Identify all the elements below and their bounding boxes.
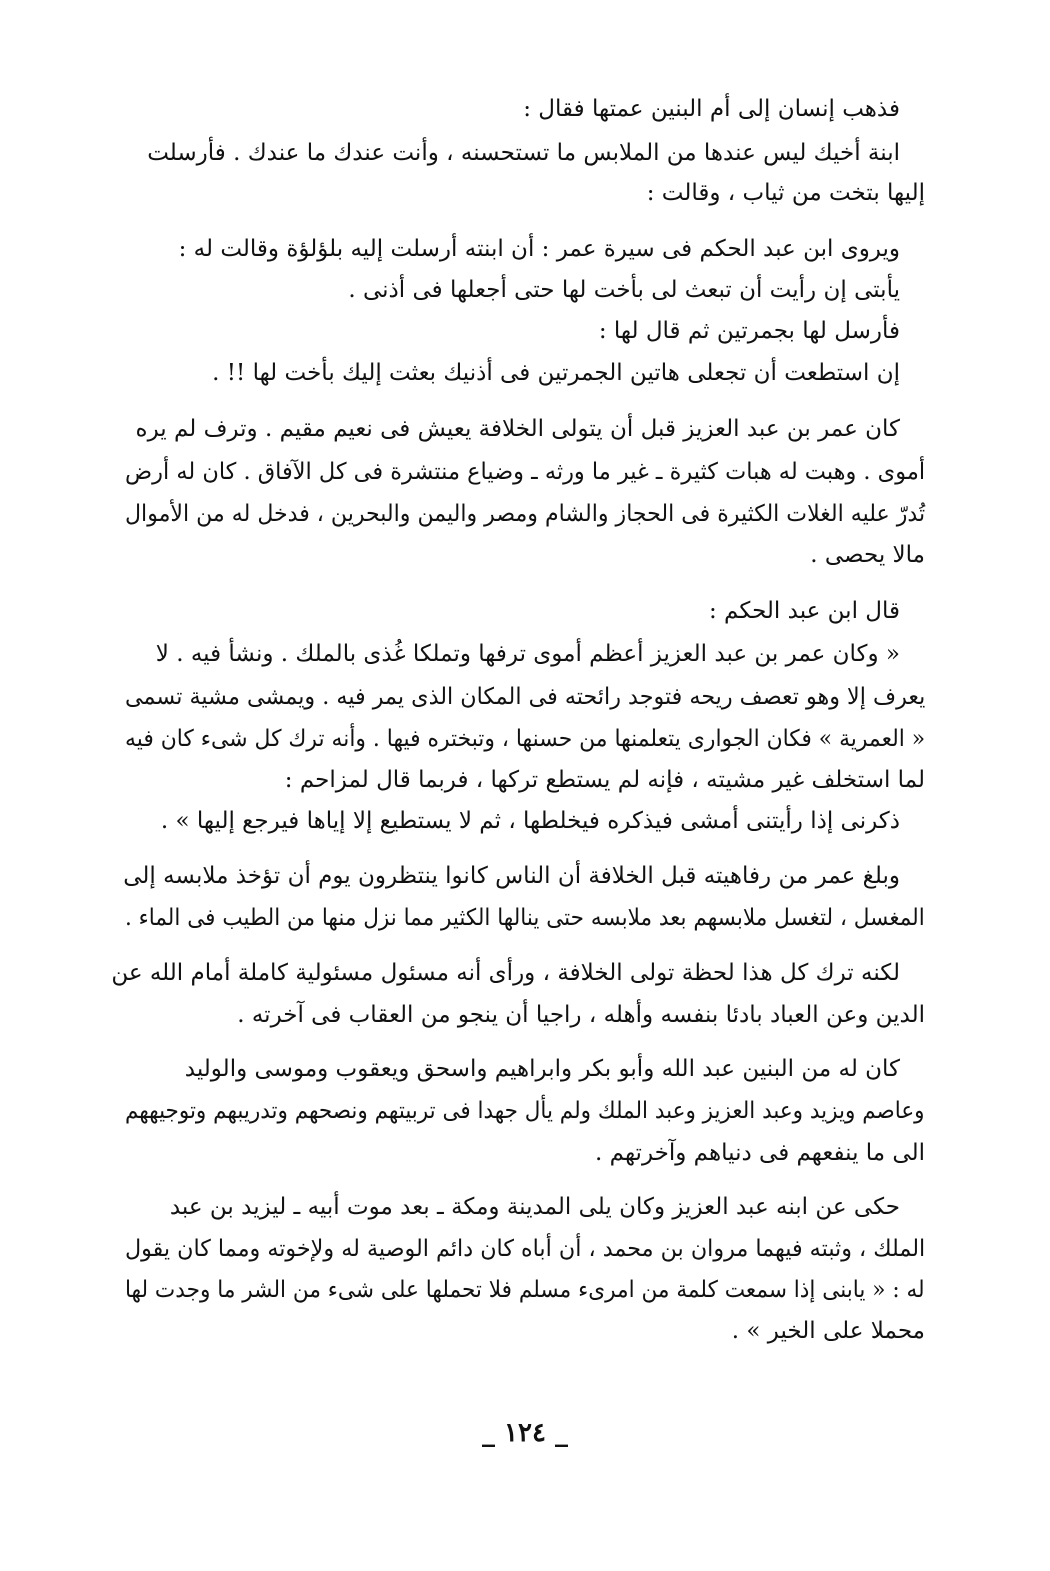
text-line: وبلغ عمر من رفاهيته قبل الخلافة أن الناس كانوا ينتظرون يوم أن تؤخذ ملابسه إلى	[123, 863, 900, 889]
text-line: الدين وعن العباد بادئا بنفسه وأهله ، راجيا أن ينجو من العقاب فى آخرته .	[237, 1002, 925, 1028]
text-line: قال ابن عبد الحكم :	[709, 598, 900, 624]
text-line: كان عمر بن عبد العزيز قبل أن يتولى الخلافة يعيش فى نعيم مقيم . وترف لم يره	[135, 416, 900, 442]
text-line: يعرف إلا وهو تعصف ريحه فتوجد رائحته فى المكان الذى يمر فيه . ويمشى مشية تسمى	[124, 684, 925, 710]
text-line: أموى . وهبت له هبات كثيرة ـ غير ما ورثه ـ وضياع منتشرة فى كل الآفاق . كان له أرض	[124, 459, 925, 485]
text-line: محملا على الخير » .	[731, 1318, 925, 1344]
text-line: لكنه ترك كل هذا لحظة تولى الخلافة ، ورأى أنه مسئول مسئولية كاملة أمام الله عن	[111, 960, 900, 986]
text-line: فذهب إنسان إلى أم البنين عمتها فقال :	[523, 96, 900, 122]
text-line: « وكان عمر بن عبد العزيز أعظم أموى ترفها وتملكا غُذى بالملك . ونشأ فيه . لا	[155, 641, 900, 667]
text-line: فأرسل لها بجمرتين ثم قال لها :	[598, 318, 900, 344]
text-line: الملك ، وثبته فيهما مروان بن محمد ، أن أباه كان دائم الوصية له ولإخوته ومما كان يقول	[124, 1236, 925, 1262]
text-line: المغسل ، لتغسل ملابسهم بعد ملابسه حتى ينالها الكثير مما نزل منها من الطيب فى الماء .	[125, 905, 925, 931]
text-line: الى ما ينفعهم فى دنياهم وآخرتهم .	[595, 1140, 925, 1166]
text-line: وعاصم ويزيد وعبد العزيز وعبد الملك ولم يأل جهدا فى تربيتهم ونصحهم وتدريبهم وتوجيههم	[125, 1098, 925, 1124]
text-line: حكى عن ابنه عبد العزيز وكان يلى المدينة ومكة ـ بعد موت أبيه ـ ليزيد بن عبد	[169, 1194, 900, 1220]
text-line: « العمرية » فكان الجوارى يتعلمنها من حسنها ، وتبختره فيها . وأنه ترك كل شىء كان فيه	[124, 726, 925, 752]
page-number: _ ١٢٤ _	[481, 1418, 569, 1448]
text-line: له : « يابنى إذا سمعت كلمة من امرىء مسلم فلا تحملها على شىء من الشر ما وجدت لها	[125, 1277, 925, 1303]
text-line: كان له من البنين عبد الله وأبو بكر وابراهيم واسحق ويعقوب وموسى والوليد	[184, 1056, 900, 1082]
text-line: ذكرنى إذا رأيتنى أمشى فيذكره فيخلطها ، ثم لا يستطيع إلا إياها فيرجع إليها » .	[160, 808, 900, 834]
text-line: إن استطعت أن تجعلى هاتين الجمرتين فى أذنيك بعثت إليك بأخت لها !! .	[212, 360, 900, 386]
text-line: مالا يحصى .	[810, 542, 925, 568]
text-line: لما استخلف غير مشيته ، فإنه لم يستطع تركها ، فربما قال لمزاحم :	[284, 767, 925, 793]
text-line: إليها بتخت من ثياب ، وقالت :	[646, 180, 925, 206]
text-line: تُدرّ عليه الغلات الكثيرة فى الحجاز والشام ومصر واليمن والبحرين ، فدخل له من الأموال	[124, 501, 925, 527]
text-line: ويروى ابن عبد الحكم فى سيرة عمر : أن ابنته أرسلت إليه بلؤلؤة وقالت له :	[178, 236, 900, 262]
text-line: يأبتى إن رأيت أن تبعث لى بأخت لها حتى أجعلها فى أذنى .	[348, 277, 900, 303]
text-line: ابنة أخيك ليس عندها من الملابس ما تستحسنه ، وأنت عندك ما عندك . فأرسلت	[147, 140, 900, 166]
